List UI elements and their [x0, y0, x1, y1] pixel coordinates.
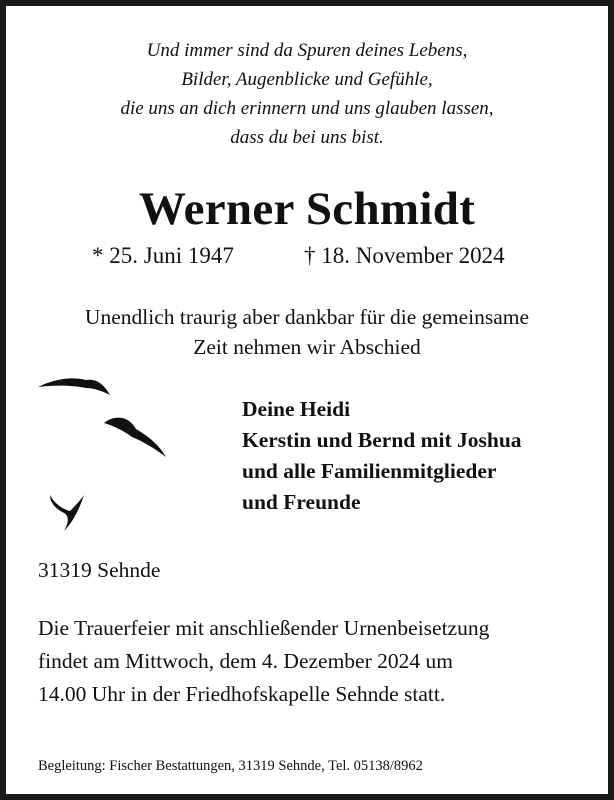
mourners-list: [242, 394, 522, 518]
bird-icon: [50, 495, 84, 531]
mourner-line: Deine Heidi: [242, 397, 351, 421]
service-line: 14.00 Uhr in der Friedhofskapelle Sehnde statt.: [38, 682, 446, 706]
death-date: † 18. November 2024: [304, 243, 505, 268]
mourner-line: und Freunde: [242, 490, 361, 514]
flying-birds-icon: [36, 371, 176, 541]
undertaker-credit: Begleitung: Fischer Bestattungen, 31319 Sehnde, Tel. 05138/8962: [38, 758, 423, 774]
place-line: 31319 Sehnde: [38, 558, 161, 582]
poem-line: Und immer sind da Spuren deines Lebens,: [146, 40, 468, 61]
farewell-text: [6, 302, 608, 362]
mourner-line: Kerstin und Bernd mit Joshua: [242, 428, 522, 452]
service-info: [38, 612, 489, 711]
birth-date: * 25. Juni 1947: [92, 243, 234, 268]
bird-icon: [38, 378, 110, 395]
deceased-name: Werner Schmidt: [138, 183, 476, 235]
bird-icon: [104, 418, 166, 457]
memorial-poem: [6, 36, 608, 152]
farewell-line: Unendlich traurig aber dankbar für die gemeinsame: [84, 305, 530, 329]
mourner-line: und alle Familienmitglieder: [242, 459, 497, 483]
poem-line: die uns an dich erinnern und uns glauben lassen,: [120, 98, 494, 119]
farewell-line: Zeit nehmen wir Abschied: [193, 335, 421, 359]
poem-line: Bilder, Augenblicke und Gefühle,: [181, 69, 433, 90]
service-line: findet am Mittwoch, dem 4. Dezember 2024 um: [38, 649, 453, 673]
poem-line: dass du bei uns bist.: [230, 127, 384, 148]
service-line: Die Trauerfeier mit anschließender Urnenbeisetzung: [38, 616, 490, 640]
